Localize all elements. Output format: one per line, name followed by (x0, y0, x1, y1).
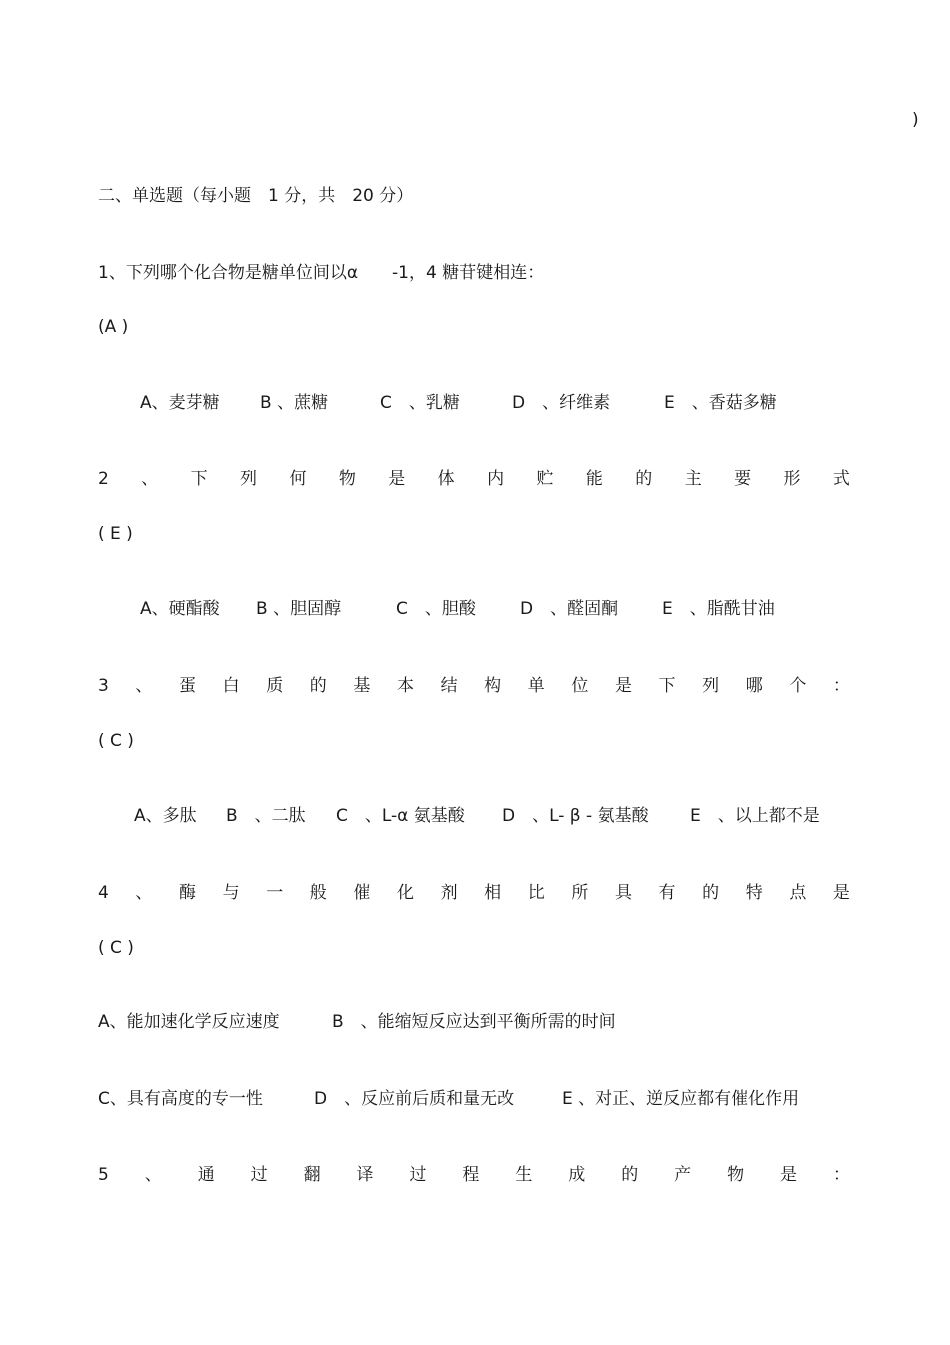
stem-char: 、 (144, 1165, 162, 1185)
stem-char: 形 (783, 469, 801, 489)
stem-char: 、 (135, 883, 153, 903)
question-4-answer: ( C ) (98, 938, 134, 958)
stem-char: 是 (780, 1165, 798, 1185)
stem-char: 所 (571, 883, 589, 903)
stem-char: 催 (353, 883, 371, 903)
stem-char: 蛋 (179, 676, 197, 696)
option-a: A、能加速化学反应速度 (98, 1012, 280, 1032)
stem-char: 酶 (179, 883, 197, 903)
option-a: A、多肽 (134, 806, 197, 826)
question-4-stem (98, 881, 850, 905)
question-3-stem (98, 674, 850, 698)
stem-char: 哪 (745, 676, 763, 696)
stem-char: 何 (289, 469, 307, 489)
stem-char: 3 (98, 676, 109, 696)
stem-char: 结 (440, 676, 458, 696)
question-2-answer: ( E ) (98, 524, 133, 544)
option-a: A、麦芽糖 (140, 393, 220, 413)
stem-char: 化 (396, 883, 414, 903)
stem-char: 特 (745, 883, 763, 903)
stem-char: 是 (388, 469, 406, 489)
stem-char: 、 (135, 676, 153, 696)
stem-char: 贮 (536, 469, 554, 489)
stem-char: 个 (789, 676, 807, 696)
stem-char: 产 (674, 1165, 692, 1185)
stem-char: 的 (635, 469, 653, 489)
stem-char: 具 (614, 883, 632, 903)
option-d: D 、纤维素 (512, 393, 611, 413)
stem-char: 2 (98, 469, 109, 489)
stem-char: 白 (222, 676, 240, 696)
option-b: B 、二肽 (226, 806, 306, 826)
stem-char: 一 (266, 883, 284, 903)
stem-char: 通 (197, 1165, 215, 1185)
stem-char: 内 (487, 469, 505, 489)
stem-char: 物 (338, 469, 356, 489)
stem-char: 有 (658, 883, 676, 903)
stem-char: 单 (527, 676, 545, 696)
corner-paren: ) (912, 110, 919, 130)
stem-char: 译 (356, 1165, 374, 1185)
option-e: E 、脂酰甘油 (662, 599, 775, 619)
option-d: D 、醛固酮 (520, 599, 619, 619)
stem-char: 是 (832, 883, 850, 903)
stem-char: 比 (527, 883, 545, 903)
option-c: C 、L-α 氨基酸 (336, 806, 465, 826)
stem-char: 构 (484, 676, 502, 696)
option-e: E 、以上都不是 (690, 806, 820, 826)
stem-char: 的 (702, 883, 720, 903)
stem-char: 般 (309, 883, 327, 903)
stem-char: 物 (727, 1165, 745, 1185)
stem-char: 的 (309, 676, 327, 696)
stem-char: 主 (684, 469, 702, 489)
stem-char: 基 (353, 676, 371, 696)
option-d: D 、L- β - 氨基酸 (502, 806, 649, 826)
stem-char: 要 (734, 469, 752, 489)
stem-char: 剂 (440, 883, 458, 903)
option-e: E 、香菇多糖 (664, 393, 777, 413)
stem-char: 下 (658, 676, 676, 696)
section-heading: 二、单选题（每小题 1 分，共 20 分） (98, 186, 414, 206)
option-b: B 、胆固醇 (256, 599, 342, 619)
stem-char: 过 (409, 1165, 427, 1185)
stem-char: 4 (98, 883, 109, 903)
stem-char: ： (832, 1165, 850, 1185)
stem-char: 相 (484, 883, 502, 903)
option-c: C 、胆酸 (396, 599, 476, 619)
stem-char: 式 (832, 469, 850, 489)
option-c: C 、乳糖 (380, 393, 460, 413)
stem-char: 成 (568, 1165, 586, 1185)
question-5-stem (98, 1163, 850, 1187)
question-2-stem (98, 467, 850, 491)
option-a: A、硬酯酸 (140, 599, 220, 619)
stem-char: 的 (621, 1165, 639, 1185)
question-1-answer: (A ) (98, 317, 129, 337)
stem-char: 本 (396, 676, 414, 696)
stem-char: 位 (571, 676, 589, 696)
option-d: D 、反应前后质和量无改 (314, 1089, 515, 1109)
stem-char: 与 (222, 883, 240, 903)
stem-char: 体 (437, 469, 455, 489)
option-e: E 、对正、逆反应都有催化作用 (562, 1089, 800, 1109)
stem-char: 程 (462, 1165, 480, 1185)
option-c: C、具有高度的专一性 (98, 1089, 263, 1109)
stem-char: 能 (585, 469, 603, 489)
option-b: B 、蔗糖 (260, 393, 329, 413)
stem-char: 质 (266, 676, 284, 696)
stem-char: 生 (515, 1165, 533, 1185)
stem-char: 、 (141, 469, 159, 489)
stem-char: 点 (789, 883, 807, 903)
option-b: B 、能缩短反应达到平衡所需的时间 (332, 1012, 616, 1032)
stem-char: 列 (240, 469, 258, 489)
stem-char: 5 (98, 1165, 109, 1185)
stem-char: 列 (702, 676, 720, 696)
stem-char: ： (832, 676, 850, 696)
stem-char: 是 (614, 676, 632, 696)
question-3-answer: ( C ) (98, 731, 134, 751)
stem-char: 过 (250, 1165, 268, 1185)
stem-char: 翻 (303, 1165, 321, 1185)
question-1-stem: 1、下列哪个化合物是糖单位间以α -1，4 糖苷键相连： (98, 263, 545, 283)
stem-char: 下 (190, 469, 208, 489)
